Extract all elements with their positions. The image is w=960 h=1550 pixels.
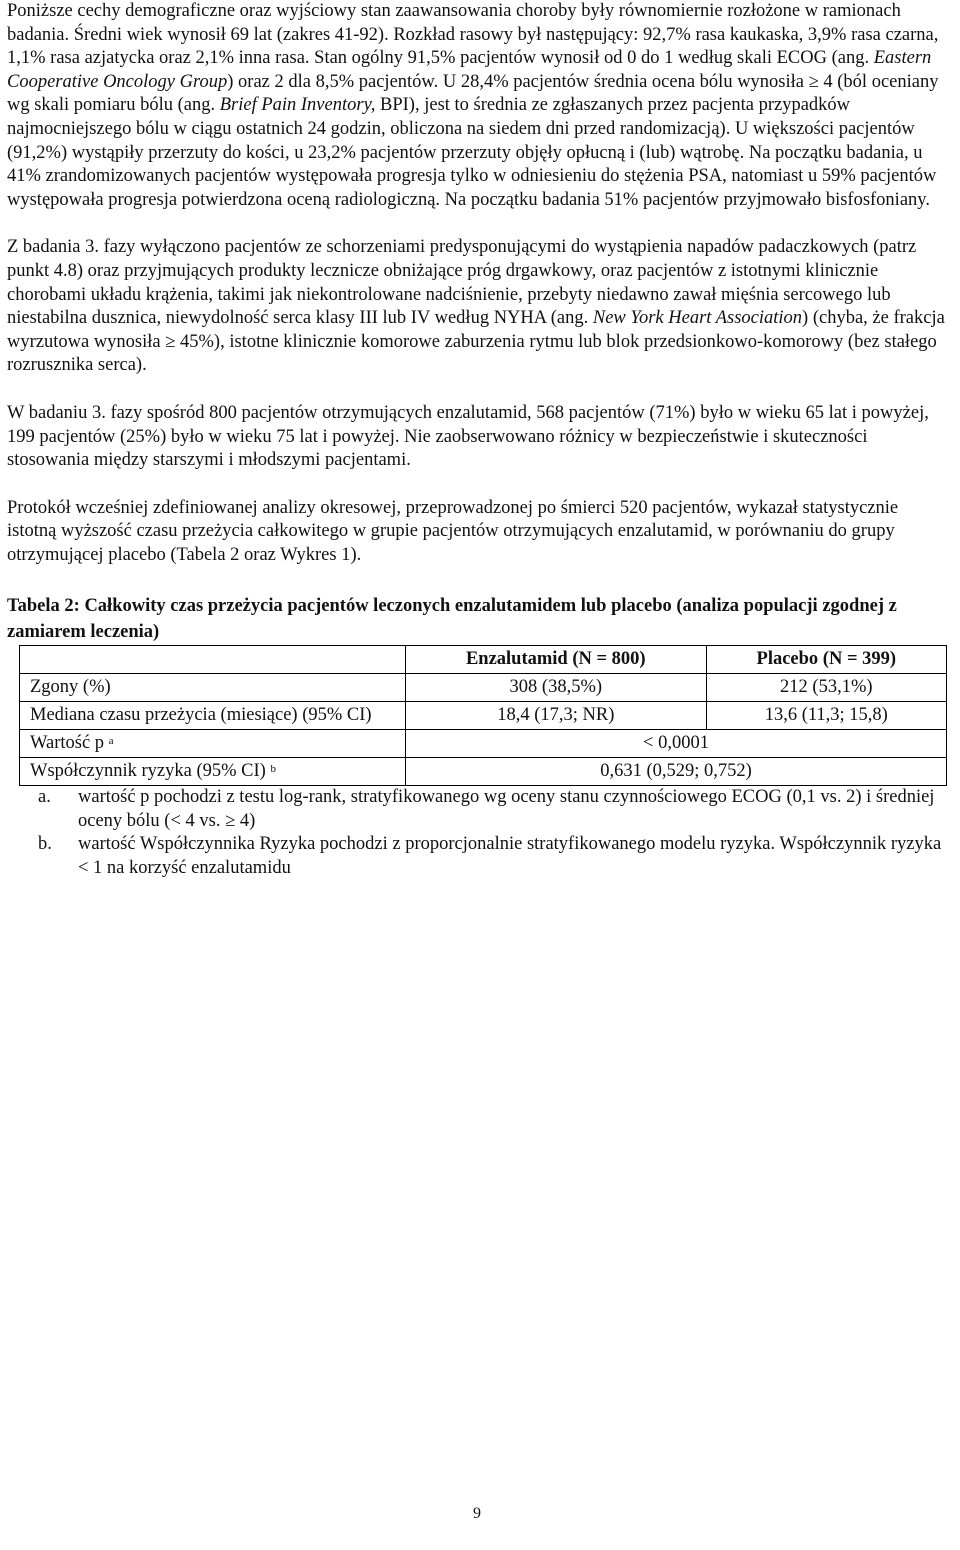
row-label: Mediana czasu przeżycia (miesiące) (95% CI) [20,702,406,730]
table-header-row [20,646,947,674]
text-run: Z badania 3. fazy wyłączono pacjentów ze schorzeniami predysponującymi do wystąpienia napadów padaczkowych (patrz punkt 4.8) oraz przyjmujących produkty lecznicze obniżające próg drgawkowy, oraz pacjentów z istotnymi klinicznie chorobami układu krążenia, takimi jak niekontrolowane nadciśnienie, przebyty niedawno zawał mięśnia sercowego lub niestabilna dusznica, niewydolność serca klasy III lub IV według NYHA (ang. [7,237,917,329]
row-label-text: Wartość p [30,733,105,754]
table-caption: Tabela 2: Całkowity czas przeżycia pacjentów leczonych enzalutamidem lub placebo (analiza populacji zgodnej z zamiarem leczenia) [7,596,897,643]
table-row [20,730,947,758]
table-header-placebo: Placebo (N = 399) [706,646,946,674]
table-row [20,758,947,786]
table-row [20,674,947,702]
footnote-item [7,786,947,833]
page-number: 9 [473,1505,481,1522]
text-run-italic: Brief Pain Inventory, [219,95,376,116]
cell-combined: < 0,0001 [406,730,947,758]
paragraph-demographics [7,0,947,212]
footnote-ref: a [108,735,114,748]
footnote-text: wartość p pochodzi z testu log-rank, stratyfikowanego wg oceny stanu czynnościowego ECOG (0,1 vs. 2) i średniej oceny bólu (< 4 vs. ≥ 4) [78,787,935,831]
footnote-mark: a. [38,787,51,808]
text-run: ) (chyba, że frakcja wyrzutowa wynosiła ≥ 45%), istotne klinicznie komorowe zaburzenia rytmu lub blok przedsionkowo-komorowy (bez stałego rozrusznika serca). [7,308,945,376]
table-header-empty [20,646,406,674]
cell-combined: 0,631 (0,529; 0,752) [406,758,947,786]
paragraph-elderly: W badaniu 3. fazy spośród 800 pacjentów otrzymujących enzalutamid, 568 pacjentów (71%) było w wieku 65 lat i powyżej, 199 pacjentów (25%) było w wieku 75 lat i powyżej. Nie zaobserwowano różnicy w bezpieczeństwie i skuteczności stosowania między starszymi i młodszymi pacjentami. [7,402,929,471]
table-row [20,702,947,730]
table-footnotes [7,786,947,880]
document-page [7,0,947,1522]
footnote-text: wartość Współczynnika Ryzyka pochodzi z proporcjonalnie stratyfikowanego modelu ryzyka. Współczynnik ryzyka < 1 na korzyść enzalutamidu [78,834,942,878]
row-label [20,730,406,758]
text-run-italic: Eastern Cooperative Oncology Group [7,48,932,92]
paragraph-exclusions [7,236,947,378]
cell-placebo: 212 (53,1%) [706,674,946,702]
footnote-ref: b [270,763,276,776]
paragraph-interim-analysis: Protokół wcześniej zdefiniowanej analizy okresowej, przeprowadzonej po śmierci 520 pacjentów, wykazał statystycznie istotną wyższość czasu przeżycia całkowitego w grupie pacjentów otrzymujących enzalutamid, w porównaniu do grupy otrzymującej placebo (Tabela 2 oraz Wykres 1). [7,497,899,565]
text-run: Poniższe cechy demograficzne oraz wyjściowy stan zaawansowania choroby były równomiernie rozłożone w ramionach badania. Średni wiek wynosił 69 lat (zakres 41-92). Rozkład rasowy był następujący: 92,7% rasa kaukaska, 3,9% rasa czarna, 1,1% rasa azjatycka oraz 2,1% inna rasa. Stan ogólny 91,5% pacjentów wynosił od 0 do 1 według skali ECOG (ang. [7,1,939,69]
row-label: Zgony (%) [20,674,406,702]
row-label-text: Współczynnik ryzyka (95% CI) [30,761,266,782]
cell-placebo: 13,6 (11,3; 15,8) [706,702,946,730]
cell-enzalutamide: 18,4 (17,3; NR) [406,702,707,730]
text-run: BPI), jest to średnia ze zgłaszanych przez pacjenta przypadków najmocniejszego bólu w ciągu ostatnich 24 godzin, obliczona na siedem dni przed randomizacją). U większości pacjentów (91,2%) wystąpiły przerzuty do kości, u 23,2% pacjentów przerzuty objęły opłucną i (lub) wątrobę. Na początku badania, u 41% zrandomizowanych pacjentów występowała progresja tylko w odniesieniu do stężenia PSA, natomiast u 59% pacjentów występowała progresja potwierdzona oceną radiologiczną. Na początku badania 51% pacjentów przyjmowało bisfosfoniany. [7,95,937,210]
cell-enzalutamide: 308 (38,5%) [406,674,707,702]
survival-table [19,645,947,786]
text-run-italic: New York Heart Association [592,308,803,329]
text-run: ) oraz 2 dla 8,5% pacjentów. U 28,4% pacjentów średnia ocena bólu wynosiła ≥ 4 (ból oceniany wg skali pomiaru bólu (ang. [7,71,939,116]
row-label [20,758,406,786]
footnote-mark: b. [38,834,52,855]
footnote-item [7,833,947,880]
table-header-enzalutamide: Enzalutamid (N = 800) [406,646,707,674]
